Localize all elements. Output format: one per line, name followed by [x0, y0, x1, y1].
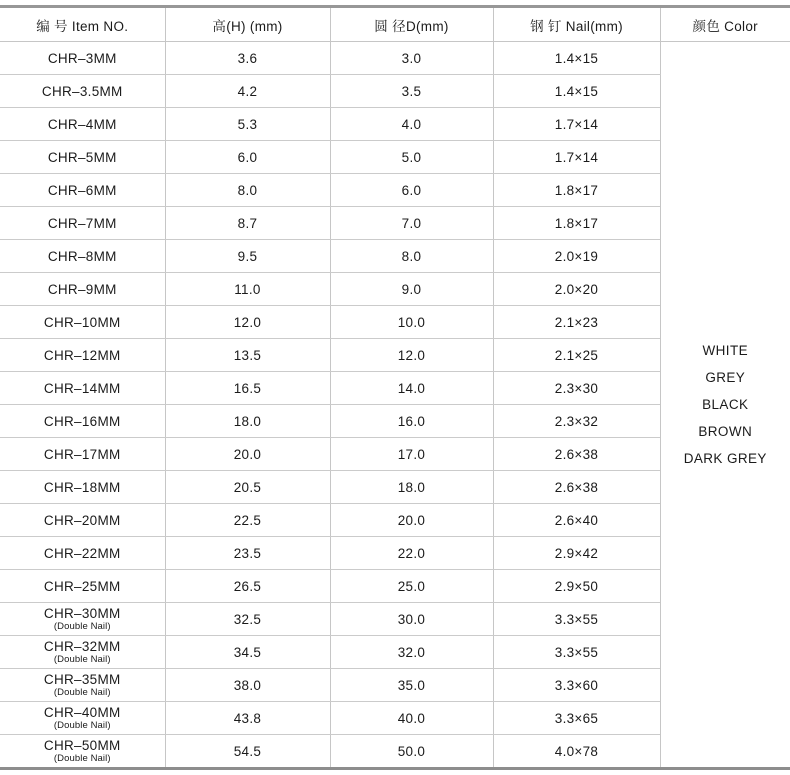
- item-code: CHR–4MM: [47, 116, 117, 132]
- item-no-cell: [0, 372, 165, 405]
- item-code: CHR–5MM: [47, 149, 117, 165]
- height-cell: 3.6: [165, 42, 330, 75]
- item-no-cell: [0, 669, 165, 702]
- nail-size-cell: 2.3×32: [493, 405, 660, 438]
- nail-size-cell: 2.6×38: [493, 438, 660, 471]
- nail-size-cell: 3.3×65: [493, 702, 660, 735]
- item-no-cell: [0, 405, 165, 438]
- item-no-cell: [0, 273, 165, 306]
- height-cell: 26.5: [165, 570, 330, 603]
- diameter-cell: 5.0: [330, 141, 493, 174]
- nail-size-cell: 3.3×55: [493, 636, 660, 669]
- item-note: (Double Nail): [53, 654, 111, 665]
- item-code: CHR–50MM: [43, 738, 121, 753]
- item-no-cell: [0, 339, 165, 372]
- diameter-cell: 7.0: [330, 207, 493, 240]
- item-no-cell: [0, 240, 165, 273]
- item-code: CHR–18MM: [43, 479, 121, 495]
- height-cell: 11.0: [165, 273, 330, 306]
- diameter-cell: 18.0: [330, 471, 493, 504]
- col-header-item-no: 编 号 Item NO.: [0, 7, 165, 42]
- item-no-cell: [0, 306, 165, 339]
- col-header-height: 高(H) (mm): [165, 7, 330, 42]
- item-no-cell: [0, 702, 165, 735]
- diameter-cell: 35.0: [330, 669, 493, 702]
- height-cell: 20.0: [165, 438, 330, 471]
- height-cell: 23.5: [165, 537, 330, 570]
- height-cell: 13.5: [165, 339, 330, 372]
- item-note: (Double Nail): [53, 720, 111, 731]
- diameter-cell: 20.0: [330, 504, 493, 537]
- item-no-cell: [0, 735, 165, 769]
- diameter-cell: 50.0: [330, 735, 493, 769]
- nail-size-cell: 1.4×15: [493, 75, 660, 108]
- nail-size-cell: 1.4×15: [493, 42, 660, 75]
- diameter-cell: 3.0: [330, 42, 493, 75]
- item-code: CHR–3.5MM: [41, 83, 123, 99]
- item-code: CHR–30MM: [43, 606, 121, 621]
- nail-size-cell: 2.0×19: [493, 240, 660, 273]
- height-cell: 34.5: [165, 636, 330, 669]
- diameter-cell: 40.0: [330, 702, 493, 735]
- nail-size-cell: 4.0×78: [493, 735, 660, 769]
- item-code: CHR–8MM: [47, 248, 117, 264]
- table-row: [0, 42, 790, 75]
- height-cell: 8.0: [165, 174, 330, 207]
- nail-size-cell: 2.9×42: [493, 537, 660, 570]
- diameter-cell: 4.0: [330, 108, 493, 141]
- item-code: CHR–40MM: [43, 705, 121, 720]
- item-no-cell: [0, 75, 165, 108]
- nail-size-cell: 1.7×14: [493, 141, 660, 174]
- item-no-cell: [0, 603, 165, 636]
- height-cell: 9.5: [165, 240, 330, 273]
- diameter-cell: 8.0: [330, 240, 493, 273]
- diameter-cell: 3.5: [330, 75, 493, 108]
- height-cell: 5.3: [165, 108, 330, 141]
- diameter-cell: 32.0: [330, 636, 493, 669]
- color-option: BLACK: [702, 397, 749, 412]
- height-cell: 12.0: [165, 306, 330, 339]
- nail-size-cell: 1.8×17: [493, 207, 660, 240]
- item-code: CHR–6MM: [47, 182, 117, 198]
- item-no-cell: [0, 570, 165, 603]
- nail-size-cell: 2.0×20: [493, 273, 660, 306]
- item-code: CHR–12MM: [43, 347, 121, 363]
- item-code: CHR–14MM: [43, 380, 121, 396]
- color-option: GREY: [705, 370, 746, 385]
- nail-size-cell: 3.3×55: [493, 603, 660, 636]
- col-header-color: 颜色 Color: [660, 7, 790, 42]
- diameter-cell: 16.0: [330, 405, 493, 438]
- item-note: (Double Nail): [53, 753, 111, 764]
- height-cell: 20.5: [165, 471, 330, 504]
- nail-size-cell: 2.1×23: [493, 306, 660, 339]
- height-cell: 38.0: [165, 669, 330, 702]
- diameter-cell: 17.0: [330, 438, 493, 471]
- diameter-cell: 10.0: [330, 306, 493, 339]
- diameter-cell: 30.0: [330, 603, 493, 636]
- item-no-cell: [0, 471, 165, 504]
- item-no-cell: [0, 636, 165, 669]
- item-code: CHR–22MM: [43, 545, 121, 561]
- item-code: CHR–16MM: [43, 413, 121, 429]
- item-code: CHR–9MM: [47, 281, 117, 297]
- item-no-cell: [0, 207, 165, 240]
- item-code: CHR–17MM: [43, 446, 121, 462]
- height-cell: 18.0: [165, 405, 330, 438]
- height-cell: 54.5: [165, 735, 330, 769]
- diameter-cell: 9.0: [330, 273, 493, 306]
- item-code: CHR–25MM: [43, 578, 121, 594]
- item-code: CHR–7MM: [47, 215, 117, 231]
- item-code: CHR–20MM: [43, 512, 121, 528]
- item-code: CHR–32MM: [43, 639, 121, 654]
- item-no-cell: [0, 174, 165, 207]
- diameter-cell: 6.0: [330, 174, 493, 207]
- height-cell: 32.5: [165, 603, 330, 636]
- item-no-cell: [0, 537, 165, 570]
- nail-size-cell: 2.1×25: [493, 339, 660, 372]
- nail-size-cell: 2.9×50: [493, 570, 660, 603]
- item-note: (Double Nail): [53, 621, 111, 632]
- table-body: [0, 42, 790, 769]
- col-header-nail: 钢 钉 Nail(mm): [493, 7, 660, 42]
- item-code: CHR–35MM: [43, 672, 121, 687]
- diameter-cell: 12.0: [330, 339, 493, 372]
- color-option: WHITE: [702, 343, 748, 358]
- item-code: CHR–10MM: [43, 314, 121, 330]
- item-no-cell: [0, 42, 165, 75]
- nail-size-cell: 1.8×17: [493, 174, 660, 207]
- col-header-diameter: 圆 径D(mm): [330, 7, 493, 42]
- item-no-cell: [0, 108, 165, 141]
- item-note: (Double Nail): [53, 687, 111, 698]
- height-cell: 16.5: [165, 372, 330, 405]
- nail-size-cell: 2.6×40: [493, 504, 660, 537]
- height-cell: 4.2: [165, 75, 330, 108]
- nail-size-cell: 1.7×14: [493, 108, 660, 141]
- height-cell: 8.7: [165, 207, 330, 240]
- height-cell: 6.0: [165, 141, 330, 174]
- spec-table: [0, 5, 790, 770]
- item-code: CHR–3MM: [47, 50, 117, 66]
- height-cell: 22.5: [165, 504, 330, 537]
- nail-size-cell: 3.3×60: [493, 669, 660, 702]
- header-row: [0, 7, 790, 42]
- nail-size-cell: 2.6×38: [493, 471, 660, 504]
- nail-size-cell: 2.3×30: [493, 372, 660, 405]
- item-no-cell: [0, 438, 165, 471]
- item-no-cell: [0, 141, 165, 174]
- color-options-cell: [660, 42, 790, 769]
- diameter-cell: 25.0: [330, 570, 493, 603]
- color-option: BROWN: [698, 424, 753, 439]
- diameter-cell: 22.0: [330, 537, 493, 570]
- diameter-cell: 14.0: [330, 372, 493, 405]
- color-option: DARK GREY: [683, 451, 767, 466]
- item-no-cell: [0, 504, 165, 537]
- height-cell: 43.8: [165, 702, 330, 735]
